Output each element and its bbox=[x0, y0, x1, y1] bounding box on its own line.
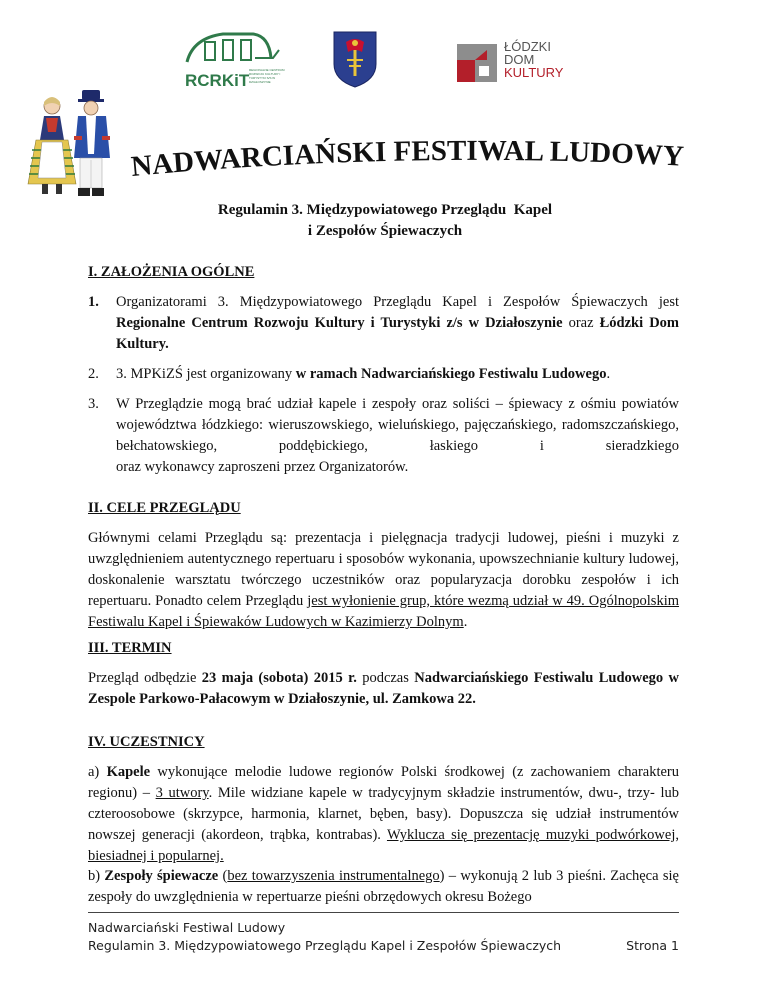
section-4-a-prefix: a) bbox=[88, 764, 107, 780]
coat-of-arms-logo bbox=[332, 30, 378, 88]
section-3-c: podczas bbox=[356, 670, 415, 686]
section-2-a: Głównymi celami Przeglądu są: prezentacja i pielęgnacja tradycji ludowej, pieśni i muzyki z uwzględnieniem autentycznego repertuaru i sposobów wykonania, upowszechnianie kultury ludowej, doskonalenie warsztatu twórczego uczestników oraz popularyzacja dorobku zespołów i ich repertuaru. Ponadto celem Przeglądu bbox=[88, 530, 679, 609]
item-1-number: 1. bbox=[88, 294, 99, 310]
section-4-paragraph-a bbox=[88, 762, 679, 867]
item-1-text bbox=[116, 292, 679, 355]
item-2-a: 3. MPKiZŚ jest organizowany bbox=[116, 366, 296, 382]
lodzki-dom-kultury-logo bbox=[455, 40, 585, 92]
item-3-number: 3. bbox=[88, 396, 99, 412]
lodzki-line3: KULTURY bbox=[504, 65, 564, 80]
item-2-c: . bbox=[606, 366, 611, 382]
section-4-a-d: 3 utwory bbox=[155, 785, 209, 801]
section-3-paragraph bbox=[88, 668, 679, 710]
folk-couple-illustration bbox=[22, 88, 122, 200]
rcrkit-logo bbox=[183, 28, 288, 92]
svg-text:NADWARCIAŃSKI FESTIWAL LUDOWY bbox=[130, 135, 685, 183]
item-3-text-b: oraz wykonawcy zaproszeni przez Organizatorów. bbox=[116, 459, 409, 475]
document-title bbox=[150, 200, 620, 242]
footer-line2: Regulamin 3. Międzypowiatowego Przeglądu Kapel i Zespołów Śpiewaczych bbox=[88, 938, 562, 953]
section-4-b-e: ) – wykonują 2 lub 3 pieśni. Zachęca się zespoły do uwzględnienia w repertuarze pieśni obrzędowych okresu Bożego bbox=[88, 868, 679, 905]
section-4-b-bold: Zespoły śpiewacze bbox=[104, 868, 219, 884]
footer bbox=[88, 920, 679, 953]
document-title-line1: Regulamin 3. Międzypowiatowego Przeglądu Kapel bbox=[217, 202, 553, 218]
festival-title bbox=[120, 126, 700, 186]
section-2-c: . bbox=[463, 614, 468, 630]
section-3-d: Nadwarciańskiego Festiwalu Ludowego w Zespole Parkowo-Pałacowym w Działoszynie, ul. Zamkowa 22. bbox=[88, 670, 679, 707]
lodzki-line2: DOM bbox=[504, 52, 535, 67]
rcrkit-wordmark: RCRKiT bbox=[185, 71, 250, 90]
document-title-line2: i Zespołów Śpiewaczych bbox=[307, 223, 463, 239]
section-heading-1: I. ZAŁOŻENIA OGÓLNE bbox=[88, 264, 255, 280]
section-3-a: Przegląd odbędzie bbox=[88, 670, 202, 686]
item-2-b: w ramach Nadwarciańskiego Festiwalu Ludowego bbox=[295, 366, 607, 382]
section-2-b: jest wyłonienie grup, które wezmą udział w 49. Ogólnopolskim Festiwalu Kapel i Śpiewaków Ludowych w Kazimierzy Dolnym bbox=[88, 593, 680, 630]
section-4-a-bold: Kapele bbox=[106, 764, 151, 780]
footer-page-number: Strona 1 bbox=[626, 938, 679, 953]
section-4-a-c: wykonujące melodie ludowe regionów Polski środkowej (z zachowaniem charakteru regionu) – bbox=[88, 764, 679, 801]
section-3-b: 23 maja (sobota) 2015 r. bbox=[201, 670, 357, 686]
section-2-paragraph bbox=[88, 528, 679, 633]
footer-line1: Nadwarciański Festiwal Ludowy bbox=[88, 920, 286, 935]
item-3-text-a: W Przeglądzie mogą brać udział kapele i zespoły oraz soliści – śpiewacy z ośmiu powiatów województwa łódzkiego: wieruszowskiego, wieluńskiego, pajęczańskiego, radomszczańskiego, bełchatowskiego, poddębickiego, łaskiego i sieradzkiego bbox=[116, 396, 679, 454]
section-4-a-f: Wyklucza się prezentację muzyki podwórkowej, biesiadnej i popularnej. bbox=[88, 827, 679, 864]
item-2-text bbox=[116, 364, 679, 385]
item-2-number: 2. bbox=[88, 366, 99, 382]
rcrkit-subtitle: REGIONALNE CENTRUM ROZWOJU KULTURY I TURYSTYKI S/S W DZIAŁOSZYNIE bbox=[249, 68, 285, 84]
section-4-paragraph-b bbox=[88, 866, 679, 908]
section-4-b-c: ( bbox=[218, 868, 228, 884]
item-1-c: oraz bbox=[562, 315, 600, 331]
item-1-d: Łódzki Dom Kultury. bbox=[116, 315, 679, 352]
festival-title-text: NADWARCIAŃSKI FESTIWAL LUDOWY bbox=[129, 134, 685, 183]
section-4-a-e: . Mile widziane kapele w tradycyjnym składzie instrumentów, dwu-, trzy- lub czteroosobowe (skrzypce, harmonia, klarnet, bęben, basy). Dopuszcza się udział instrumentów nowszej generacji (akordeon, trąbka, kontrabas). bbox=[88, 785, 680, 843]
lodzki-line1: ŁÓDZKI bbox=[504, 39, 551, 54]
section-heading-3: III. TERMIN bbox=[88, 640, 172, 656]
section-heading-4: IV. UCZESTNICY bbox=[88, 734, 205, 750]
section-4-b-d: bez towarzyszenia instrumentalnego bbox=[227, 868, 440, 884]
item-1-b: Regionalne Centrum Rozwoju Kultury i Turystyki z/s w Działoszynie bbox=[116, 315, 563, 331]
section-heading-2: II. CELE PRZEGLĄDU bbox=[88, 500, 241, 516]
item-1-a: Organizatorami 3. Międzypowiatowego Przeglądu Kapel i Zespołów Śpiewaczych jest bbox=[116, 294, 679, 310]
footer-divider bbox=[88, 912, 679, 913]
section-4-b-prefix: b) bbox=[88, 868, 105, 884]
